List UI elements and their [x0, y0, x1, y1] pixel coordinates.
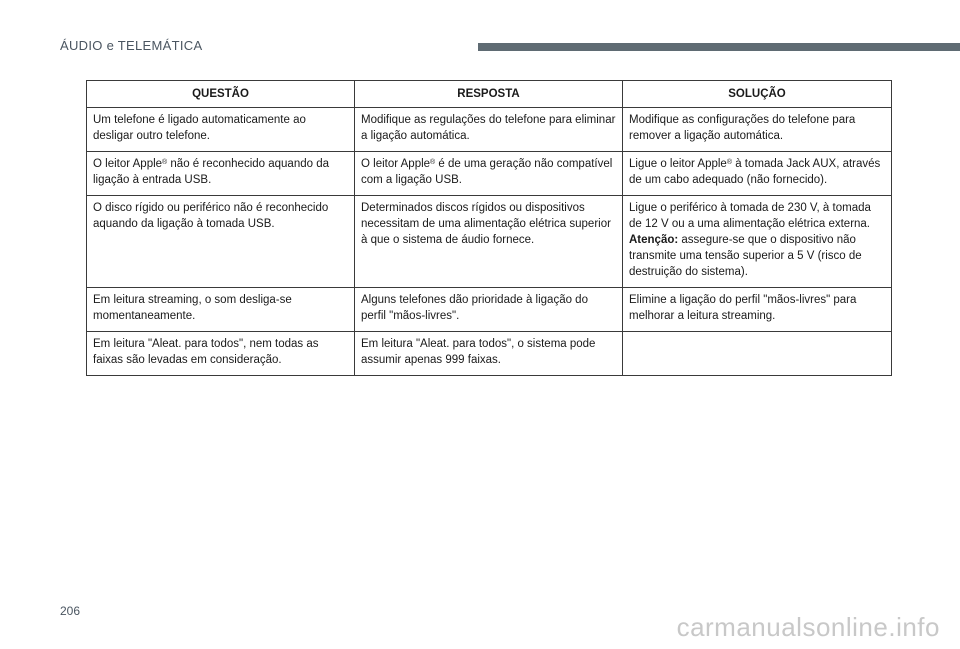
registered-mark: ® [726, 159, 732, 166]
warning-text: assegure-se que o dispositivo não transmite uma tensão superior a 5 V (risco de destruição do sistema). [629, 234, 862, 278]
troubleshooting-table [86, 80, 892, 376]
answer-cell: Em leitura "Aleat. para todos", o sistema pode assumir apenas 999 faixas. [355, 332, 623, 376]
question-text-pre: O leitor Apple [93, 158, 163, 170]
table-row [87, 332, 892, 376]
question-cell [87, 152, 355, 196]
solution-cell: Modifique as configurações do telefone para remover a ligação automática. [623, 108, 892, 152]
watermark: carmanualsonline.info [676, 612, 940, 642]
solution-cell: Elimine a ligação do perfil "mãos-livres" para melhorar a leitura streaming. [623, 288, 892, 332]
question-cell: Em leitura streaming, o som desliga-se momentaneamente. [87, 288, 355, 332]
registered-mark: ® [162, 159, 168, 166]
page-number: 206 [60, 604, 81, 618]
question-cell: Um telefone é ligado automaticamente ao desligar outro telefone. [87, 108, 355, 152]
warning-label: Atenção: [629, 234, 679, 246]
answer-cell: Modifique as regulações do telefone para eliminar a ligação automática. [355, 108, 623, 152]
question-cell: O disco rígido ou periférico não é reconhecido aquando da ligação à tomada USB. [87, 196, 355, 288]
question-text-post: não é reconhecido aquando da ligação à entrada USB. [93, 158, 329, 186]
solution-text: Ligue o periférico à tomada de 230 V, à tomada de 12 V ou a uma alimentação elétrica externa. [629, 202, 871, 230]
solution-cell [623, 332, 892, 376]
answer-cell: Alguns telefones dão prioridade à ligação do perfil "mãos-livres". [355, 288, 623, 332]
table-row [87, 108, 892, 152]
column-header-answer: RESPOSTA [355, 81, 623, 108]
answer-text-pre: O leitor Apple [361, 158, 431, 170]
solution-cell [623, 196, 892, 288]
solution-text-pre: Ligue o leitor Apple [629, 158, 727, 170]
question-cell: Em leitura "Aleat. para todos", nem todas as faixas são levadas em consideração. [87, 332, 355, 376]
registered-mark: ® [430, 159, 436, 166]
column-header-question: QUESTÃO [87, 81, 355, 108]
table-row [87, 288, 892, 332]
table-row [87, 196, 892, 288]
table-header-row [87, 81, 892, 108]
answer-cell: Determinados discos rígidos ou dispositivos necessitam de uma alimentação elétrica superior à que o sistema de áudio fornece. [355, 196, 623, 288]
answer-text-post: é de uma geração não compatível com a ligação USB. [361, 158, 613, 186]
solution-cell [623, 152, 892, 196]
table-row [87, 152, 892, 196]
header-bar [478, 43, 960, 51]
section-title: ÁUDIO e TELEMÁTICA [60, 38, 203, 53]
column-header-solution: SOLUÇÃO [623, 81, 892, 108]
solution-text-post: à tomada Jack AUX, através de um cabo adequado (não fornecido). [629, 158, 881, 186]
answer-cell [355, 152, 623, 196]
